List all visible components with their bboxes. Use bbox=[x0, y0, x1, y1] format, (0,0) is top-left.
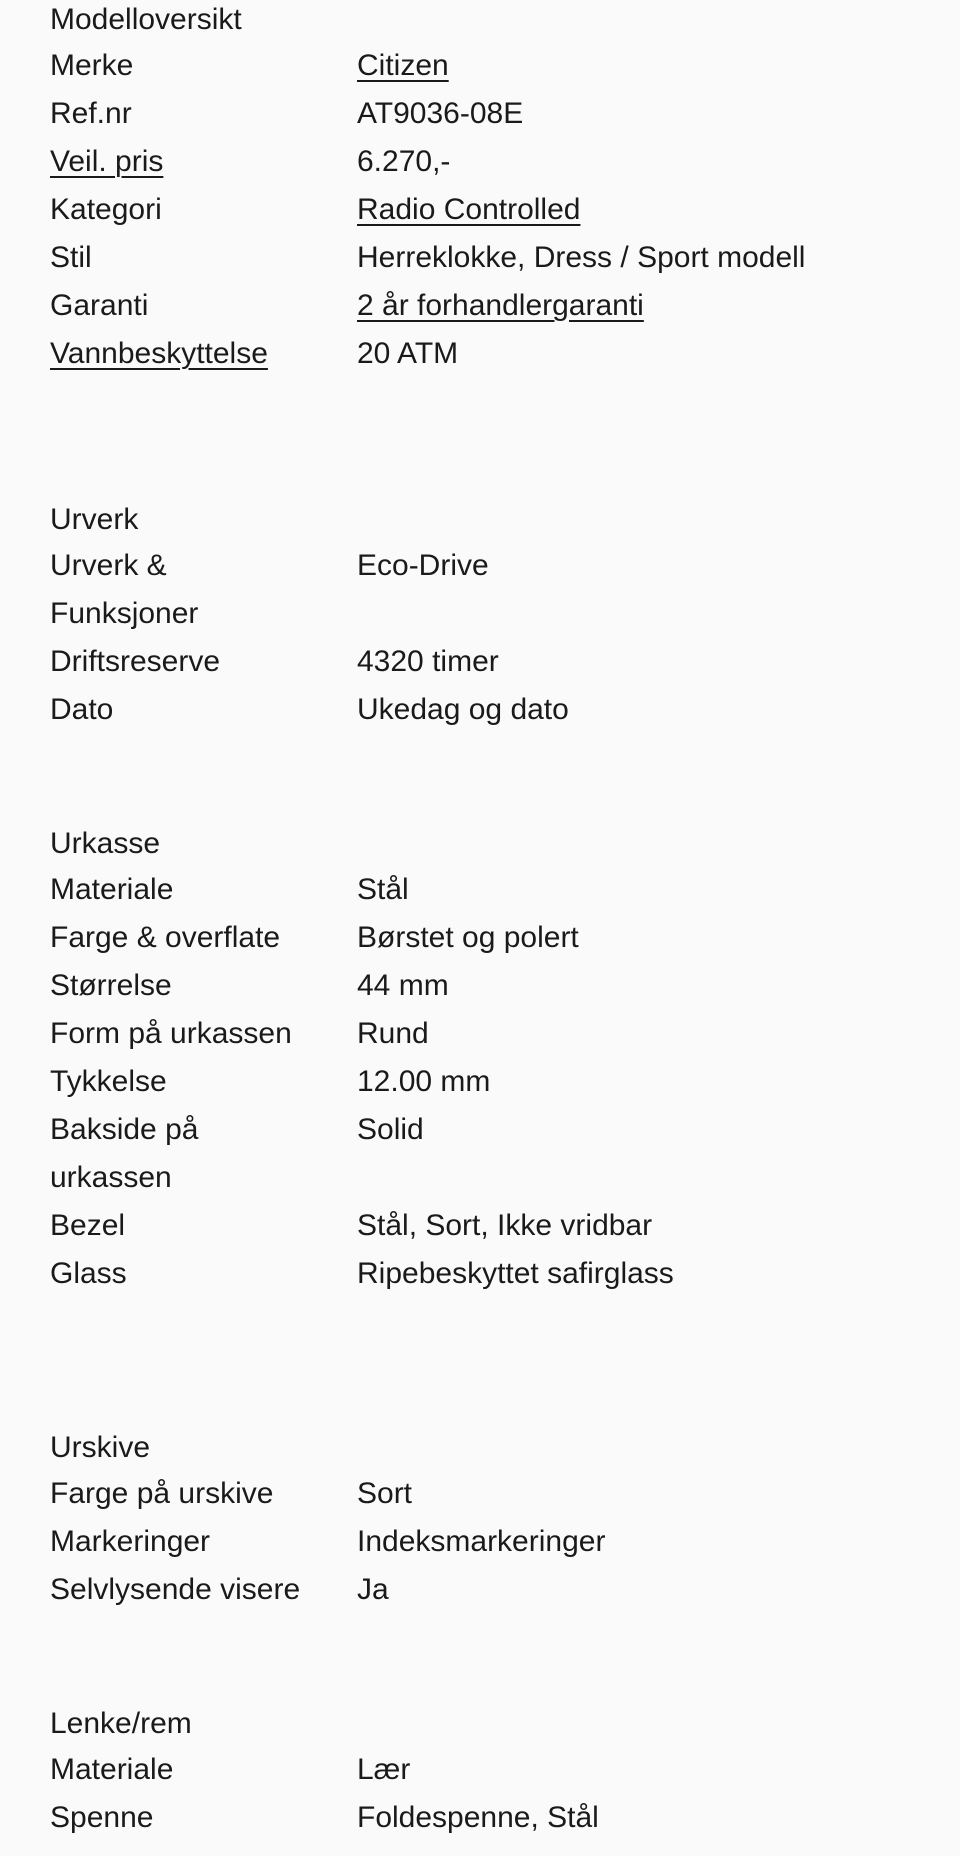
spec-value: 12.00 mm bbox=[357, 1065, 491, 1098]
spec-label: Selvlysende visere bbox=[50, 1573, 301, 1606]
spec-label-text: Bakside på urkassen bbox=[50, 1113, 199, 1194]
spec-row-water bbox=[50, 330, 910, 378]
spec-value: Foldespenne, Stål bbox=[357, 1801, 599, 1834]
spec-row bbox=[50, 1566, 910, 1614]
spec-label: Størrelse bbox=[50, 969, 172, 1002]
spec-row-category bbox=[50, 186, 910, 234]
spec-label: Farge på urskive bbox=[50, 1477, 274, 1510]
spec-value: 44 mm bbox=[357, 969, 449, 1002]
section-title: Modelloversikt bbox=[50, 3, 242, 36]
brand-link[interactable]: Citizen bbox=[357, 49, 449, 82]
section-title: Urkasse bbox=[50, 827, 161, 860]
spec-row bbox=[50, 866, 910, 914]
spec-value: Ja bbox=[357, 1573, 389, 1606]
spec-row-ref bbox=[50, 90, 910, 138]
spec-value: Stål, Sort, Ikke vridbar bbox=[357, 1209, 653, 1242]
spec-label: Materiale bbox=[50, 873, 174, 906]
section-strap bbox=[50, 1704, 910, 1842]
spec-row bbox=[50, 686, 910, 734]
section-title: Urverk bbox=[50, 503, 139, 536]
category-link[interactable]: Radio Controlled bbox=[357, 193, 581, 226]
spec-value: Børstet og polert bbox=[357, 921, 579, 954]
spec-row bbox=[50, 1746, 910, 1794]
spec-value: Eco-Drive bbox=[357, 549, 489, 582]
spec-value: 6.270,- bbox=[357, 145, 451, 178]
spec-row-warranty bbox=[50, 282, 910, 330]
spec-label: Stil bbox=[50, 241, 92, 274]
section-case bbox=[50, 824, 910, 1298]
spec-label: Driftsreserve bbox=[50, 645, 221, 678]
water-resistance-link[interactable]: Vannbeskyttelse bbox=[50, 337, 268, 370]
category-link-cell bbox=[357, 186, 910, 234]
spec-row bbox=[50, 914, 910, 962]
price-info-link-cell bbox=[50, 138, 357, 186]
spec-label: Materiale bbox=[50, 1753, 174, 1786]
warranty-link[interactable]: 2 år forhandlergaranti bbox=[357, 289, 644, 322]
spec-value: Stål bbox=[357, 873, 409, 906]
spec-row-price bbox=[50, 138, 910, 186]
spec-label: Spenne bbox=[50, 1801, 154, 1834]
section-title: Lenke/rem bbox=[50, 1707, 192, 1740]
spec-label: Bezel bbox=[50, 1209, 126, 1242]
section-movement bbox=[50, 500, 910, 734]
spec-value: Ripebeskyttet safirglass bbox=[357, 1257, 674, 1290]
spec-label bbox=[50, 542, 357, 638]
spec-label: Kategori bbox=[50, 193, 162, 226]
spec-row bbox=[50, 638, 910, 686]
spec-label: Merke bbox=[50, 49, 134, 82]
warranty-link-cell bbox=[357, 282, 910, 330]
section-title: Urskive bbox=[50, 1431, 151, 1464]
spec-row bbox=[50, 1010, 910, 1058]
spec-row-brand bbox=[50, 42, 910, 90]
spec-row-style bbox=[50, 234, 910, 282]
spec-label: Garanti bbox=[50, 289, 149, 322]
spec-value: Rund bbox=[357, 1017, 429, 1050]
spec-row bbox=[50, 1058, 910, 1106]
spec-label: Markeringer bbox=[50, 1525, 211, 1558]
spec-row bbox=[50, 1106, 910, 1202]
spec-label: Form på urkassen bbox=[50, 1017, 292, 1050]
spec-value: 20 ATM bbox=[357, 337, 459, 370]
spec-value: Herreklokke, Dress / Sport modell bbox=[357, 241, 806, 274]
spec-row bbox=[50, 1470, 910, 1518]
spec-row bbox=[50, 1794, 910, 1842]
spec-row bbox=[50, 962, 910, 1010]
spec-value: Indeksmarkeringer bbox=[357, 1525, 606, 1558]
spec-label: Ref.nr bbox=[50, 97, 132, 130]
spec-value: AT9036-08E bbox=[357, 97, 524, 130]
section-model-overview bbox=[50, 0, 910, 378]
spec-label-text: Urverk & Funksjoner bbox=[50, 549, 199, 630]
spec-label: Glass bbox=[50, 1257, 127, 1290]
spec-label bbox=[50, 1106, 357, 1202]
section-dial bbox=[50, 1428, 910, 1614]
spec-label: Dato bbox=[50, 693, 114, 726]
price-info-link[interactable]: Veil. pris bbox=[50, 145, 164, 178]
spec-value: Sort bbox=[357, 1477, 413, 1510]
spec-row bbox=[50, 1202, 910, 1250]
spec-value: Ukedag og dato bbox=[357, 693, 569, 726]
water-resistance-link-cell bbox=[50, 330, 357, 378]
spec-value: 4320 timer bbox=[357, 645, 499, 678]
spec-label: Tykkelse bbox=[50, 1065, 167, 1098]
spec-row bbox=[50, 542, 910, 638]
spec-label: Farge & overflate bbox=[50, 921, 281, 954]
spec-row bbox=[50, 1518, 910, 1566]
spec-row bbox=[50, 1250, 910, 1298]
spec-value: Lær bbox=[357, 1753, 411, 1786]
spec-value: Solid bbox=[357, 1113, 424, 1146]
